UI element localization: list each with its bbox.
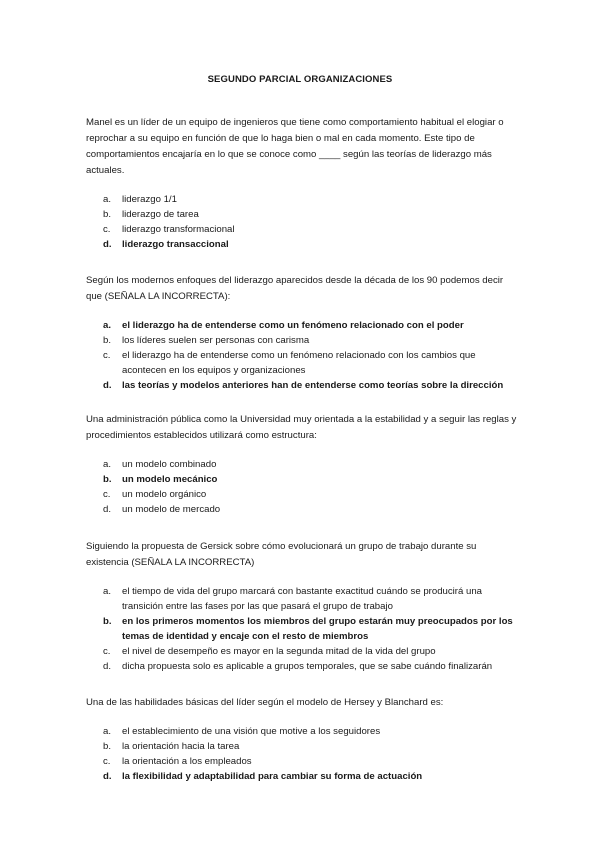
option-text: un modelo combinado — [122, 459, 217, 470]
option-marker: d. — [103, 504, 112, 515]
option-b — [86, 739, 518, 754]
option-marker: a. — [103, 194, 112, 205]
option-c — [86, 754, 518, 769]
option-marker: a. — [103, 320, 112, 331]
option-c — [86, 487, 518, 502]
option-b — [86, 472, 518, 487]
option-a — [86, 318, 518, 333]
option-marker: a. — [103, 586, 112, 597]
option-text: el tiempo de vida del grupo marcará con bastante exactitud cuándo se producirá una transición entre las fases por las que pasará el grupo de trabajo — [122, 586, 482, 612]
option-c — [86, 348, 518, 378]
option-a — [86, 457, 518, 472]
option-marker: b. — [103, 209, 112, 220]
option-text: un modelo orgánico — [122, 489, 207, 500]
option-marker: b. — [103, 474, 112, 485]
option-a — [86, 584, 518, 614]
options-list — [86, 318, 518, 393]
question-stem: Siguiendo la propuesta de Gersick sobre cómo evolucionará un grupo de trabajo durante su existencia (SEÑALA LA INCORRECTA) — [86, 541, 477, 568]
question-stem: Según los modernos enfoques del liderazgo aparecidos desde la década de los 90 podemos decir que (SEÑALA LA INCORRECTA): — [86, 275, 504, 302]
option-text: liderazgo transaccional — [122, 239, 229, 250]
option-marker: b. — [103, 741, 112, 752]
question-4 — [86, 539, 518, 674]
option-marker: c. — [103, 756, 111, 767]
option-text: dicha propuesta solo es aplicable a grupos temporales, que se sabe cuándo finalizarán — [122, 661, 493, 672]
page-title: SEGUNDO PARCIAL ORGANIZACIONES — [207, 74, 393, 85]
option-b — [86, 614, 518, 644]
option-text: en los primeros momentos los miembros del grupo estarán muy preocupados por los temas de identidad y encaje con el resto de miembros — [122, 616, 513, 642]
options-list — [86, 457, 518, 517]
question-5 — [86, 695, 518, 784]
option-marker: c. — [103, 489, 111, 500]
question-2 — [86, 273, 518, 393]
option-text: un modelo mecánico — [122, 474, 218, 485]
option-marker: d. — [103, 661, 112, 672]
option-d — [86, 502, 518, 517]
option-text: las teorías y modelos anteriores han de entenderse como teorías sobre la dirección — [122, 380, 504, 391]
option-marker: c. — [103, 224, 111, 235]
option-marker: a. — [103, 459, 112, 470]
option-d — [86, 378, 518, 393]
option-d — [86, 237, 518, 252]
options-list — [86, 192, 518, 252]
option-text: un modelo de mercado — [122, 504, 221, 515]
option-c — [86, 644, 518, 659]
question-stem: Manel es un líder de un equipo de ingenieros que tiene como comportamiento habitual el elogiar o reprochar a su equipo en función de que lo haga bien o mal en cada momento. Este tipo de comportamientos encajaría en lo que se conoce como ____ según las teorías de liderazgo más actuales. — [86, 117, 504, 176]
option-text: el establecimiento de una visión que motive a los seguidores — [122, 726, 381, 737]
option-text: el liderazgo ha de entenderse como un fenómeno relacionado con los cambios que acontecen en los equipos y organizaciones — [122, 350, 476, 376]
option-marker: d. — [103, 380, 112, 391]
option-marker: b. — [103, 616, 112, 627]
option-marker: b. — [103, 335, 112, 346]
option-text: liderazgo transformacional — [122, 224, 235, 235]
option-d — [86, 769, 518, 784]
option-text: los líderes suelen ser personas con carisma — [122, 335, 310, 346]
option-text: la orientación hacia la tarea — [122, 741, 240, 752]
option-a — [86, 192, 518, 207]
question-stem: Una de las habilidades básicas del líder según el modelo de Hersey y Blanchard es: — [86, 697, 444, 708]
question-1 — [86, 115, 518, 252]
option-b — [86, 207, 518, 222]
option-a — [86, 724, 518, 739]
question-stem: Una administración pública como la Universidad muy orientada a la estabilidad y a seguir las reglas y procedimientos establecidos utilizará como estructura: — [86, 414, 517, 441]
option-text: liderazgo 1/1 — [122, 194, 177, 205]
option-text: el liderazgo ha de entenderse como un fenómeno relacionado con el poder — [122, 320, 464, 331]
option-b — [86, 333, 518, 348]
question-3 — [86, 412, 518, 517]
option-marker: c. — [103, 350, 111, 361]
option-text: el nivel de desempeño es mayor en la segunda mitad de la vida del grupo — [122, 646, 436, 657]
options-list — [86, 584, 518, 674]
option-marker: c. — [103, 646, 111, 657]
options-list — [86, 724, 518, 784]
option-marker: a. — [103, 726, 112, 737]
option-text: liderazgo de tarea — [122, 209, 199, 220]
option-d — [86, 659, 518, 674]
option-marker: d. — [103, 239, 112, 250]
option-text: la flexibilidad y adaptabilidad para cambiar su forma de actuación — [122, 771, 423, 782]
option-marker: d. — [103, 771, 112, 782]
option-c — [86, 222, 518, 237]
option-text: la orientación a los empleados — [122, 756, 252, 767]
